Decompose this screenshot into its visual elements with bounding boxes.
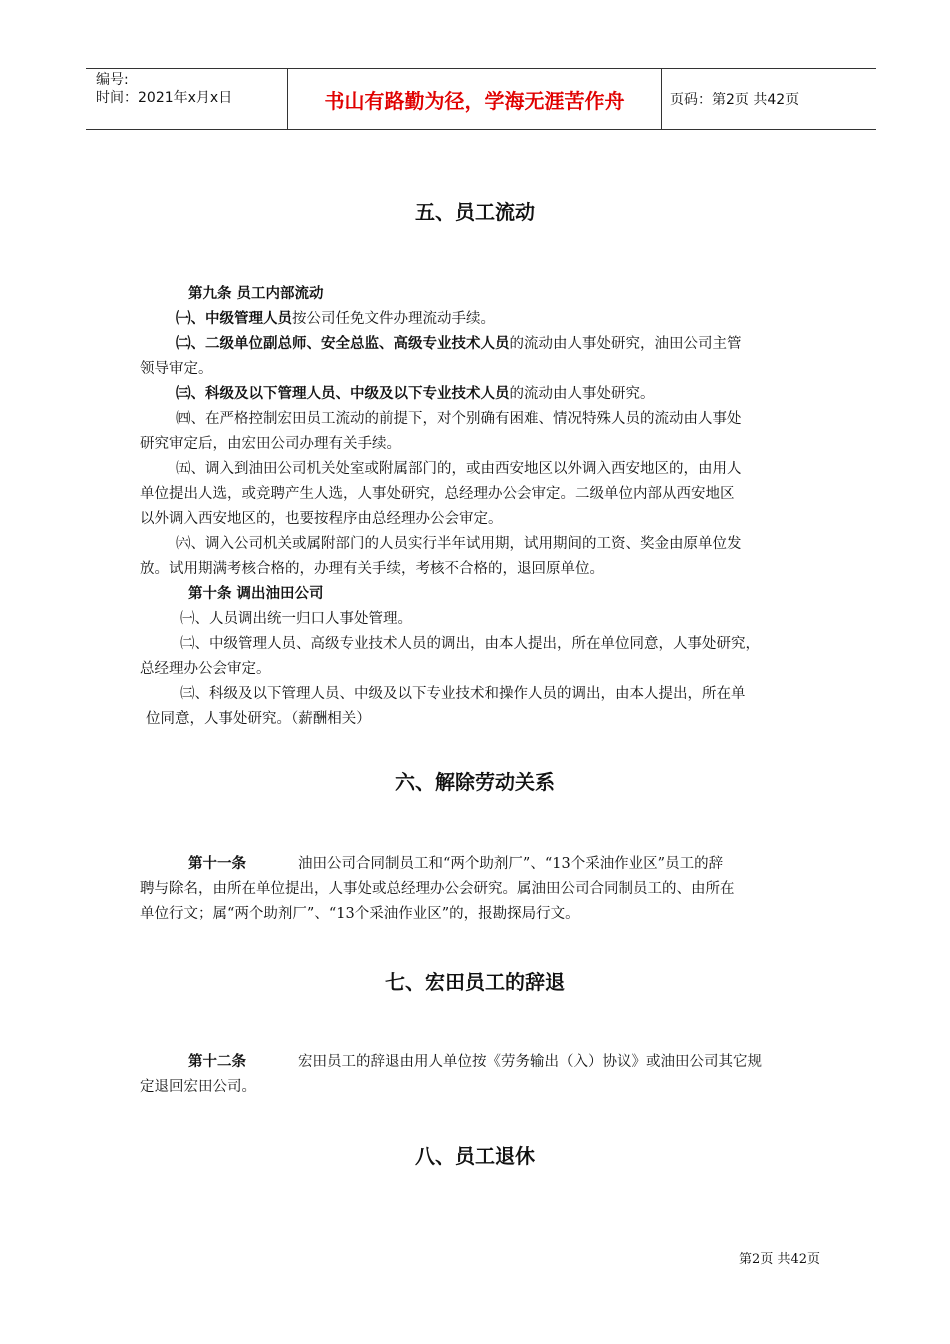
article-11 xyxy=(140,852,820,927)
article-9-item-6-line-2: 放。试用期满考核合格的，办理有关手续，考核不合格的，退回原单位。 xyxy=(140,561,604,577)
article-11-line-2: 聘与除名，由所在单位提出，人事处或总经理办公会研究。属油田公司合同制员工的、由所在 xyxy=(140,881,735,897)
page-header xyxy=(86,68,876,130)
header-meta xyxy=(86,69,288,129)
header-page-info: 页码：第2页 共42页 xyxy=(670,92,800,108)
article-12-line-2: 定退回宏田公司。 xyxy=(140,1079,256,1095)
article-9-item-4-line-2: 研究审定后，由宏田公司办理有关手续。 xyxy=(140,436,401,452)
article-11-line-3: 单位行文；属“两个助剂厂”、“13个采油作业区”的，报勘探局行文。 xyxy=(140,906,580,922)
article-9-heading: 第九条 员工内部流动 xyxy=(188,286,324,302)
article-9-item-2-cont: 领导审定。 xyxy=(140,361,213,377)
article-9-item-5-line-1: ㈤、调入到油田公司机关处室或附属部门的，或由西安地区以外调入西安地区的，由用人 xyxy=(176,461,742,477)
section-title-7: 七、宏田员工的辞退 xyxy=(385,970,565,994)
article-10-item-1: ㈠、人员调出统一归口人事处管理。 xyxy=(180,611,412,627)
article-9-item-1: ㈠、中级管理人员按公司任免文件办理流动手续。 xyxy=(176,311,495,327)
article-10-item-2-line-1: ㈡、中级管理人员、高级专业技术人员的调出，由本人提出，所在单位同意，人事处研究， xyxy=(180,636,760,652)
section-title-5: 五、员工流动 xyxy=(415,200,535,224)
article-10-heading: 第十条 调出油田公司 xyxy=(188,586,324,602)
article-9-item-2: ㈡、二级单位副总师、安全总监、高级专业技术人员的流动由人事处研究，油田公司主管 xyxy=(176,336,742,352)
article-12-line-1: 宏田员工的辞退由用人单位按《劳务输出（入）协议》或油田公司其它规 xyxy=(298,1054,762,1070)
article-11-label: 第十一条 xyxy=(188,856,246,872)
section-title-8: 八、员工退休 xyxy=(415,1144,535,1168)
article-12-label: 第十二条 xyxy=(188,1054,246,1070)
article-9-item-5-line-2: 单位提出人选，或竞聘产生人选，人事处研究，总经理办公会审定。二级单位内部从西安地区 xyxy=(140,486,735,502)
article-9-item-6-line-1: ㈥、调入公司机关或属附部门的人员实行半年试用期，试用期间的工资、奖金由原单位发 xyxy=(176,536,742,552)
article-9-item-4-line-1: ㈣、在严格控制宏田员工流动的前提下，对个别确有困难、情况特殊人员的流动由人事处 xyxy=(176,411,742,427)
article-9-item-5-line-3: 以外调入西安地区的，也要按程序由总经理办公会审定。 xyxy=(140,511,503,527)
section-title-6: 六、解除劳动关系 xyxy=(395,770,555,794)
article-9 xyxy=(140,282,820,732)
article-11-line-1: 油田公司合同制员工和“两个助剂厂”、“13个采油作业区”员工的辞 xyxy=(298,856,724,872)
article-10-item-3-line-1: ㈢、科级及以下管理人员、中级及以下专业技术和操作人员的调出，由本人提出，所在单 xyxy=(180,686,746,702)
article-9-item-3: ㈢、科级及以下管理人员、中级及以下专业技术人员的流动由人事处研究。 xyxy=(176,386,655,402)
article-10-item-3-line-2: 位同意，人事处研究。（薪酬相关） xyxy=(146,711,371,727)
time-label: 时间：2021年x月x日 xyxy=(96,90,233,106)
page-footer: 第2页 共42页 xyxy=(739,1252,820,1267)
article-12 xyxy=(140,1050,820,1100)
article-10-item-2-line-2: 总经理办公会审定。 xyxy=(140,661,271,677)
header-motto: 书山有路勤为径，学海无涯苦作舟 xyxy=(288,69,662,129)
number-label: 编号: xyxy=(96,72,129,88)
